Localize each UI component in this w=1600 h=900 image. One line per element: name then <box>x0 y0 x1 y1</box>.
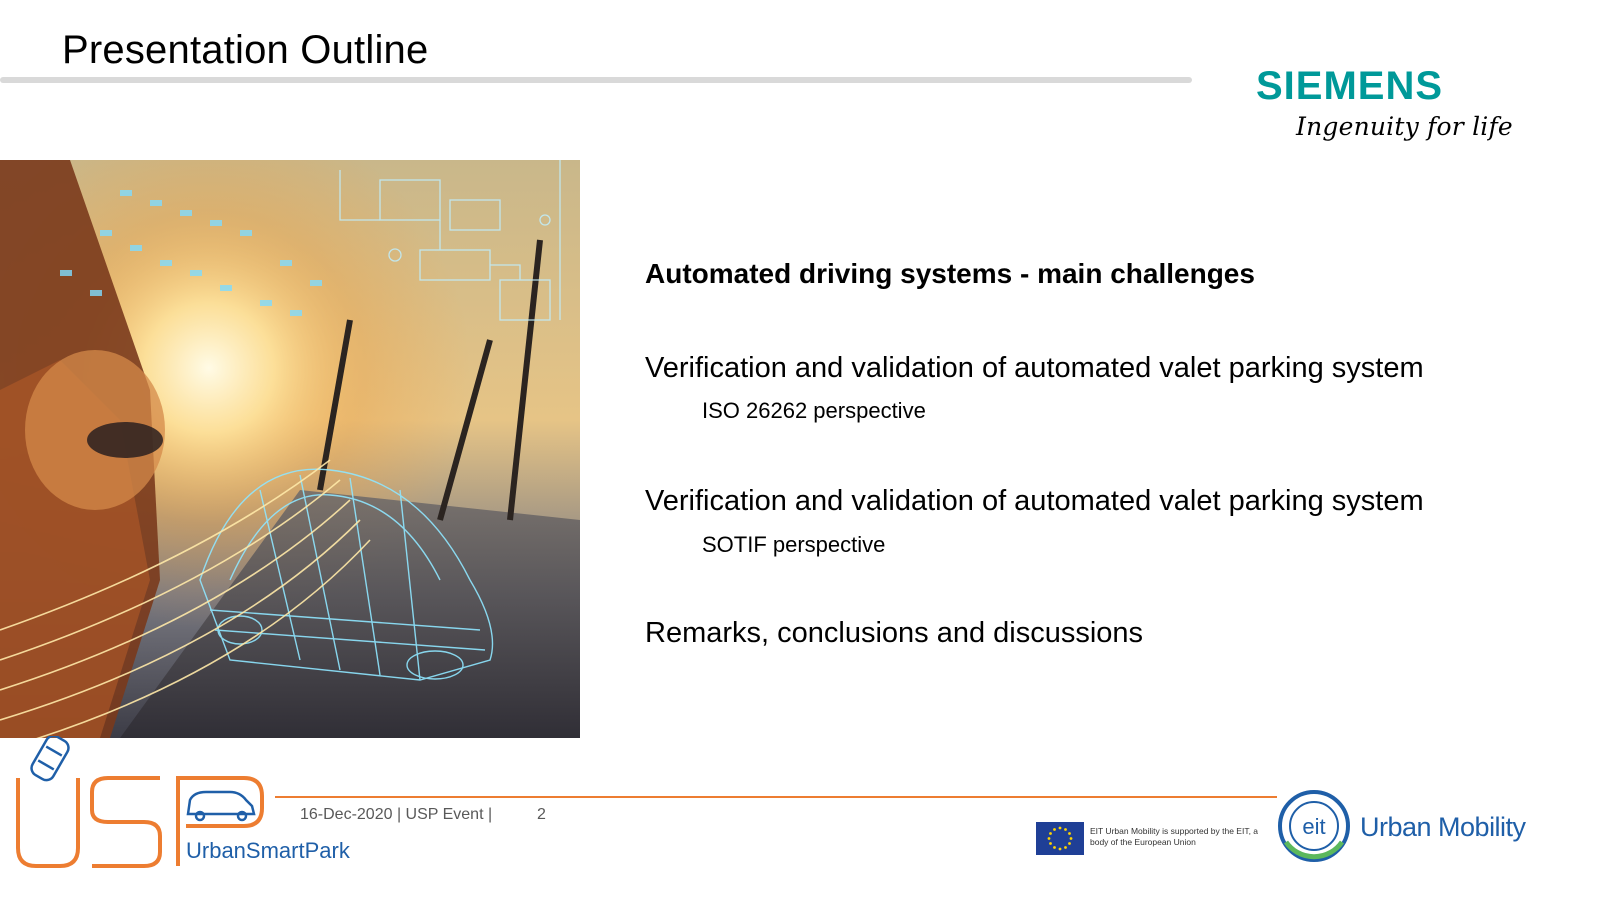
outline-item: Remarks, conclusions and discussions <box>645 617 1144 649</box>
outline-item: Verification and validation of automated valet parking system <box>645 485 1424 517</box>
footer-divider <box>275 796 1277 798</box>
eit-urban-mobility-name: Urban Mobility <box>1360 812 1526 842</box>
siemens-tagline: Ingenuity for life <box>1296 112 1513 141</box>
outline-subitem: ISO 26262 perspective <box>702 398 926 423</box>
siemens-logo <box>1256 64 1516 154</box>
footer-date-event: 16-Dec-2020 | USP Event | <box>300 806 493 823</box>
outline-item: Verification and validation of automated valet parking system <box>645 352 1424 384</box>
slide-title: Presentation Outline <box>62 28 429 72</box>
eu-support-text: EIT Urban Mobility is supported by the EIT, a body of the European Union <box>1090 826 1259 847</box>
page-number: 2 <box>537 806 546 823</box>
usp-name: UrbanSmartPark <box>186 838 350 863</box>
outline-heading: Automated driving systems - main challenges <box>645 258 1255 289</box>
eit-logo-icon <box>1276 788 1352 864</box>
autonomous-car-illustration <box>0 160 580 738</box>
eu-flag-icon <box>1036 822 1084 855</box>
outline-subitem: SOTIF perspective <box>702 532 886 557</box>
eit-mark: eit <box>1302 814 1326 839</box>
hero-image <box>0 160 580 738</box>
siemens-wordmark: SIEMENS <box>1256 64 1444 108</box>
title-divider <box>0 77 1192 83</box>
